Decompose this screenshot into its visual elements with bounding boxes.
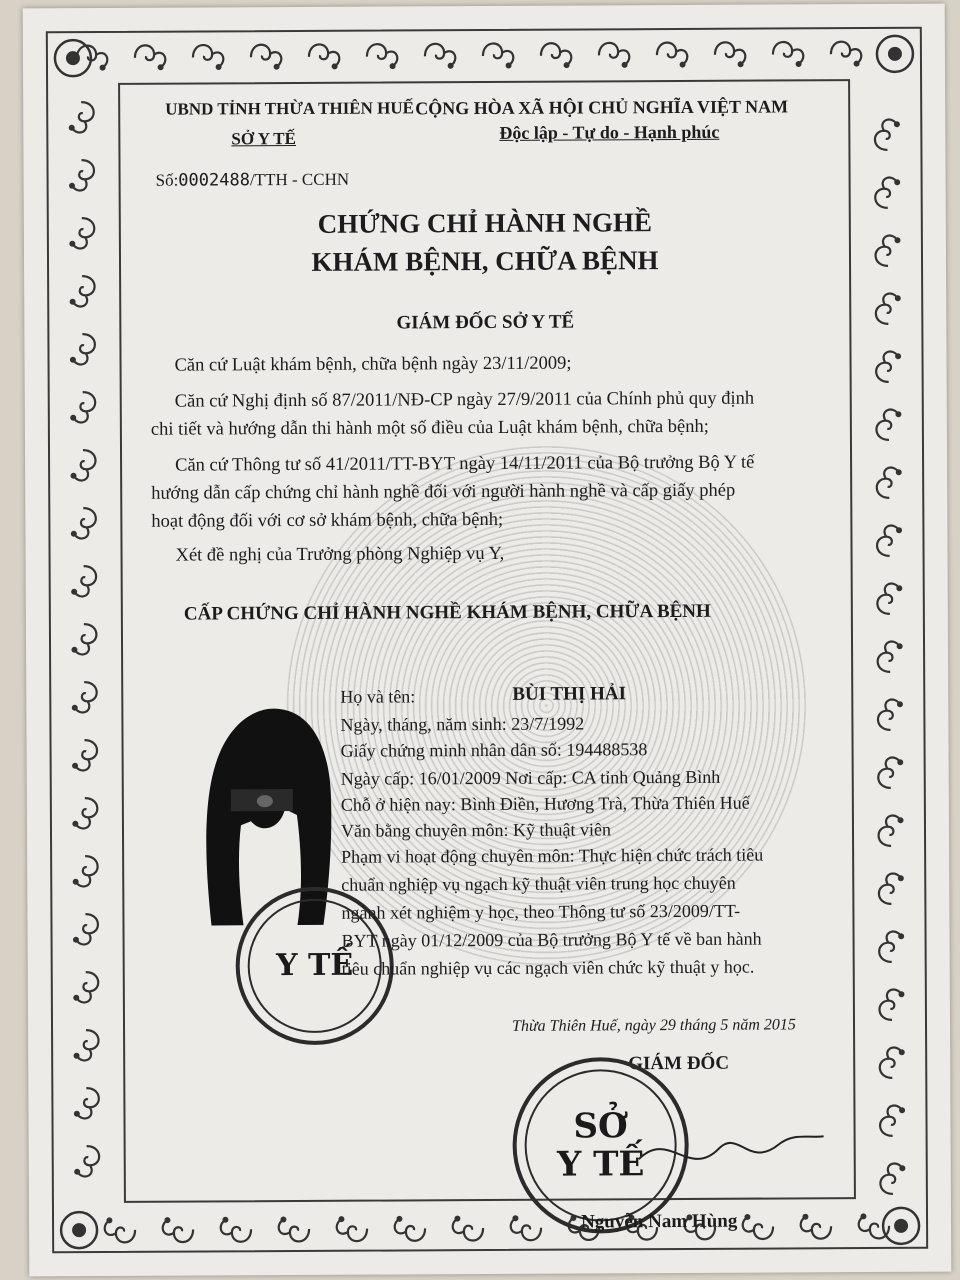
holder-info-line-3: Ngày cấp: 16/01/2009 Nơi cấp: CA tỉnh Quảng Bình [340,766,721,789]
preamble-line-2: Căn cứ Nghị định số 87/2011/NĐ-CP ngày 27/9/2011 của Chính phủ quy định [174,388,755,412]
grant-heading: CẤP CHỨNG CHỈ HÀNH NGHỀ KHÁM BỆNH, CHỮA BỆNH [183,600,711,625]
holder-info-line-6: Phạm vi hoạt động chuyên môn: Thực hiện chức trách tiêu [341,844,764,867]
holder-info-line-2: Giấy chứng minh nhân dân số: 194488538 [340,739,648,761]
holder-info-line-1: Ngày, tháng, năm sinh: 23/7/1992 [340,713,585,735]
header-department: SỞ Y TẾ [231,128,296,149]
holder-info-line-5: Văn bằng chuyên môn: Kỹ thuật viên [340,819,611,841]
signature-scribble [628,1108,828,1189]
header-republic: CỘNG HÒA XÃ HỘI CHỦ NGHĨA VIỆT NAM [415,96,789,119]
holder-name-value: BÙI THỊ HẢI [512,683,627,705]
title-line1: CHỨNG CHỈ HÀNH NGHỀ [317,207,653,239]
holder-info-line-4: Chỗ ở hiện nay: Bình Điền, Hương Trà, Thừa Thiên Huế [340,792,750,815]
small-stamp-text: Y TẾ [276,947,354,984]
holder-info-line-9: BYT ngày 01/12/2009 của Bộ trưởng Bộ Y tế về ban hành [341,928,762,951]
document-number-value: 0002488 [178,170,250,191]
issuer-title: GIÁM ĐỐC SỞ Y TẾ [396,311,575,334]
holder-info-line-10: tiêu chuẩn nghiệp vụ các ngạch viên chức kỹ thuật y học. [341,956,755,979]
holder-info-line-8: ngành xét nghiệm y học, theo Thông tư số 23/2009/TT- [341,900,741,923]
signer-position: GIÁM ĐỐC [628,1052,730,1075]
preamble-line-3: chi tiết và hướng dẫn thi hành một số điều của Luật khám bệnh, chữa bệnh; [150,416,709,440]
header-motto: Độc lập - Tự do - Hạnh phúc [499,121,720,143]
preamble-line-7: Xét đề nghị của Trưởng phòng Nghiệp vụ Y, [175,543,505,566]
preamble-line-4: Căn cứ Thông tư số 41/2011/TT-BYT ngày 14/11/2011 của Bộ trưởng Bộ Y tế [175,452,755,476]
holder-name-label: Họ và tên: [340,686,416,707]
preamble-line-6: hoạt động đối với cơ sở khám bệnh, chữa bệnh; [151,509,504,532]
document-number-suffix: /TTH - CCHN [249,169,350,190]
document-number [156,170,350,191]
holder-info-line-7: chuẩn nghiệp vụ ngạch kỹ thuật viên trung học chuyên [341,872,736,895]
certificate-page [23,4,952,1277]
place-date: Thừa Thiên Huế, ngày 29 tháng 5 năm 2015 [511,1016,796,1035]
preamble-line-1: Căn cứ Luật khám bệnh, chữa bệnh ngày 23/11/2009; [174,353,572,376]
header-province: UBND TỈNH THỪA THIÊN HUẾ [165,98,415,119]
preamble-line-5: hướng dẫn cấp chứng chỉ hành nghề đối với người hành nghề và cấp giấy phép [151,480,736,504]
signer-name: Nguyễn Nam Hùng [580,1210,738,1233]
large-stamp-line1: SỞ [573,1106,628,1147]
title-line2: KHÁM BỆNH, CHỮA BỆNH [311,245,659,277]
large-stamp-line2: Y TẾ [556,1144,645,1185]
document-number-label: Số: [155,170,179,190]
